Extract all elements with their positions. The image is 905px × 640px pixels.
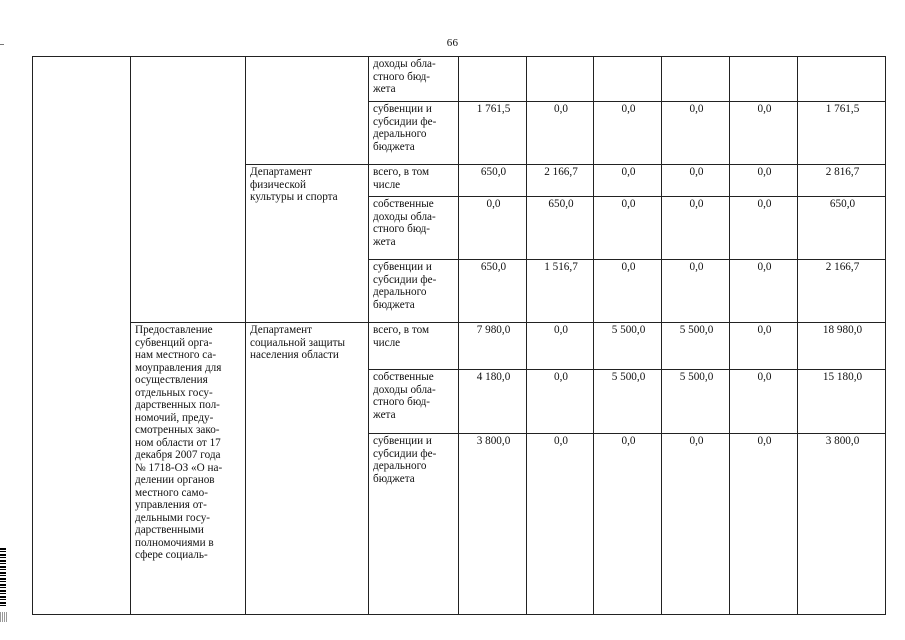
value-cell: 4 180,0 [459, 370, 527, 434]
total-cell: 18 980,0 [798, 323, 886, 370]
value-cell: 0,0 [730, 197, 798, 260]
funding-type-cell: всего, в том числе [369, 165, 459, 197]
total-cell: 2 816,7 [798, 165, 886, 197]
barcode-graphic [0, 548, 6, 608]
funding-type-cell: собственные доходы обла- стного бюд- жета [369, 370, 459, 434]
value-cell: 0,0 [662, 434, 730, 615]
value-cell: 0,0 [662, 197, 730, 260]
value-cell: 2 166,7 [527, 165, 594, 197]
value-cell [594, 57, 662, 102]
page-number: 66 [446, 37, 459, 49]
value-cell: 0,0 [730, 165, 798, 197]
value-cell [662, 57, 730, 102]
value-cell: 1 761,5 [459, 102, 527, 165]
value-cell: 0,0 [662, 102, 730, 165]
value-cell: 0,0 [527, 102, 594, 165]
measure-cell: Предоставление субвенций орга- нам местного са- моуправления для осуществления отдельных госу- дарственных пол- номочий, преду- смотренных зако- ном области от 17 декабря 2007 года № 1718-ОЗ «О на- делении органов местного само- управления от- дельными госу- дарственными полномочиями в сфере социаль- [131, 323, 246, 615]
funding-type-cell: субвенции и субсидии фе- дерального бюджета [369, 102, 459, 165]
value-cell: 0,0 [594, 165, 662, 197]
value-cell: 0,0 [459, 197, 527, 260]
value-cell [527, 57, 594, 102]
value-cell: 0,0 [730, 370, 798, 434]
value-cell: 5 500,0 [662, 323, 730, 370]
total-cell: 650,0 [798, 197, 886, 260]
value-cell: 3 800,0 [459, 434, 527, 615]
barcode-digits-graphic [0, 612, 8, 622]
total-cell: 1 761,5 [798, 102, 886, 165]
value-cell: 0,0 [662, 260, 730, 323]
value-cell: 0,0 [594, 197, 662, 260]
col1-cell [33, 57, 131, 615]
value-cell: 0,0 [527, 434, 594, 615]
total-cell: 2 166,7 [798, 260, 886, 323]
funding-type-cell: всего, в том числе [369, 323, 459, 370]
budget-table [32, 56, 886, 615]
value-cell: 0,0 [594, 434, 662, 615]
value-cell: 0,0 [730, 434, 798, 615]
funding-type-cell: доходы обла- стного бюд- жета [369, 57, 459, 102]
margin-mark [0, 44, 4, 45]
measure-cell [131, 57, 246, 323]
value-cell: 7 980,0 [459, 323, 527, 370]
table-row [33, 57, 886, 102]
value-cell: 0,0 [730, 102, 798, 165]
value-cell: 0,0 [527, 323, 594, 370]
department-cell: Департамент социальной защиты населения области [246, 323, 369, 615]
value-cell: 650,0 [459, 165, 527, 197]
value-cell: 650,0 [459, 260, 527, 323]
value-cell: 650,0 [527, 197, 594, 260]
funding-type-cell: субвенции и субсидии фе- дерального бюджета [369, 434, 459, 615]
value-cell [459, 57, 527, 102]
total-cell: 3 800,0 [798, 434, 886, 615]
department-cell: Департамент физической культуры и спорта [246, 165, 369, 323]
value-cell: 0,0 [594, 102, 662, 165]
value-cell: 1 516,7 [527, 260, 594, 323]
funding-type-cell: субвенции и субсидии фе- дерального бюджета [369, 260, 459, 323]
value-cell: 5 500,0 [594, 323, 662, 370]
total-cell [798, 57, 886, 102]
value-cell: 5 500,0 [594, 370, 662, 434]
department-cell [246, 57, 369, 165]
table-row [33, 323, 886, 370]
value-cell: 0,0 [730, 260, 798, 323]
value-cell: 0,0 [594, 260, 662, 323]
value-cell: 0,0 [662, 165, 730, 197]
funding-type-cell: собственные доходы обла- стного бюд- жета [369, 197, 459, 260]
value-cell: 0,0 [730, 323, 798, 370]
total-cell: 15 180,0 [798, 370, 886, 434]
value-cell [730, 57, 798, 102]
value-cell: 5 500,0 [662, 370, 730, 434]
value-cell: 0,0 [527, 370, 594, 434]
